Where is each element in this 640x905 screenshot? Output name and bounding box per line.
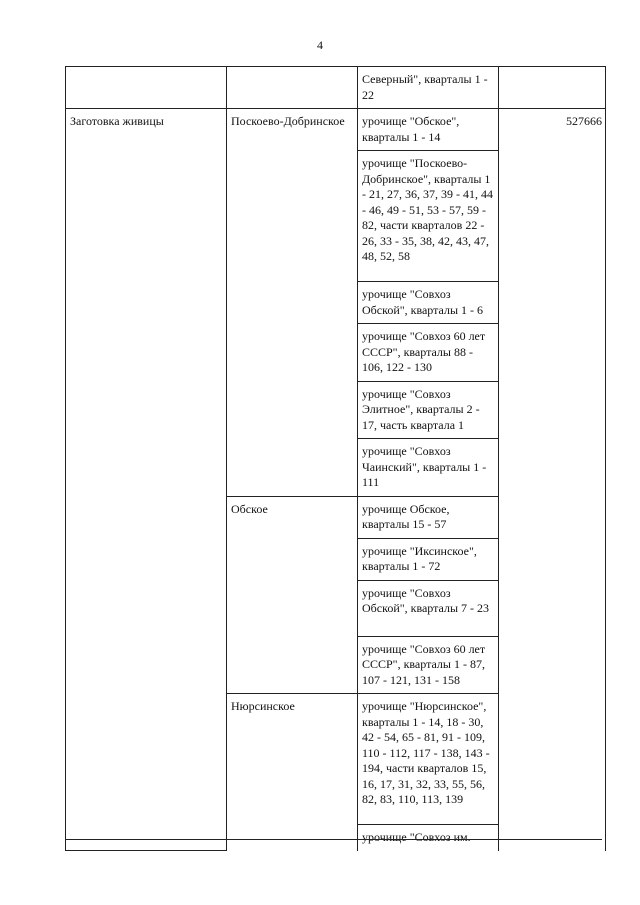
locality-cell: урочище "Совхоз Элитное", кварталы 2 - 17, часть квартала 1 [358,381,499,439]
locality-cell: урочище "Совхоз Чаинский", кварталы 1 - 111 [358,439,499,497]
forestry-name: Обское [227,496,358,694]
locality-cell: урочище "Поскоево-Добринское", кварталы 1 - 21, 27, 36, 37, 39 - 41, 44 - 46, 49 - 51, 53 - 57, 59 - 82, части кварталов 22 - 26, 33 - 35, 38, 42, 43, 47, 48, 52, 58 [358,151,499,282]
locality-cell: урочище "Совхоз им. [358,825,499,851]
locality-cell: урочище "Иксинское", кварталы 1 - 72 [358,538,499,580]
forestry-cell [227,67,358,109]
forestry-name: Нюрсинское [227,694,358,851]
locality-cell: урочище "Обское", кварталы 1 - 14 [358,109,499,151]
locality-cell: урочище Обское, кварталы 15 - 57 [358,496,499,538]
table-row [66,109,606,151]
table-row [66,67,606,109]
locality-cell: урочище "Совхоз 60 лет СССР", кварталы 88 - 106, 122 - 130 [358,324,499,382]
locality-cell: урочище "Совхоз 60 лет СССР", кварталы 1 - 87, 107 - 121, 131 - 158 [358,636,499,694]
locality-cell: урочище "Совхоз Обской", кварталы 1 - 6 [358,282,499,324]
value-cell [499,67,606,109]
forestry-name: Поскоево-Добринское [227,109,358,497]
locality-cell: урочище "Нюрсинское", кварталы 1 - 14, 18 - 30, 42 - 54, 65 - 81, 91 - 109, 110 - 112, 117 - 138, 143 - 194, части кварталов 15, 16, 17, 31, 32, 33, 55, 56, 82, 83, 110, 113, 139 [358,694,499,825]
activity-value: 527666 [499,109,606,851]
locality-cell: урочище "Совхоз Обской", кварталы 7 - 23 [358,580,499,636]
forestry-table [65,66,602,851]
activity-cell [66,67,227,109]
page-number: 4 [317,38,323,52]
locality-cell: Северный", кварталы 1 - 22 [358,67,499,109]
table-bottom-border [65,839,602,840]
activity-name: Заготовка живицы [66,109,227,851]
